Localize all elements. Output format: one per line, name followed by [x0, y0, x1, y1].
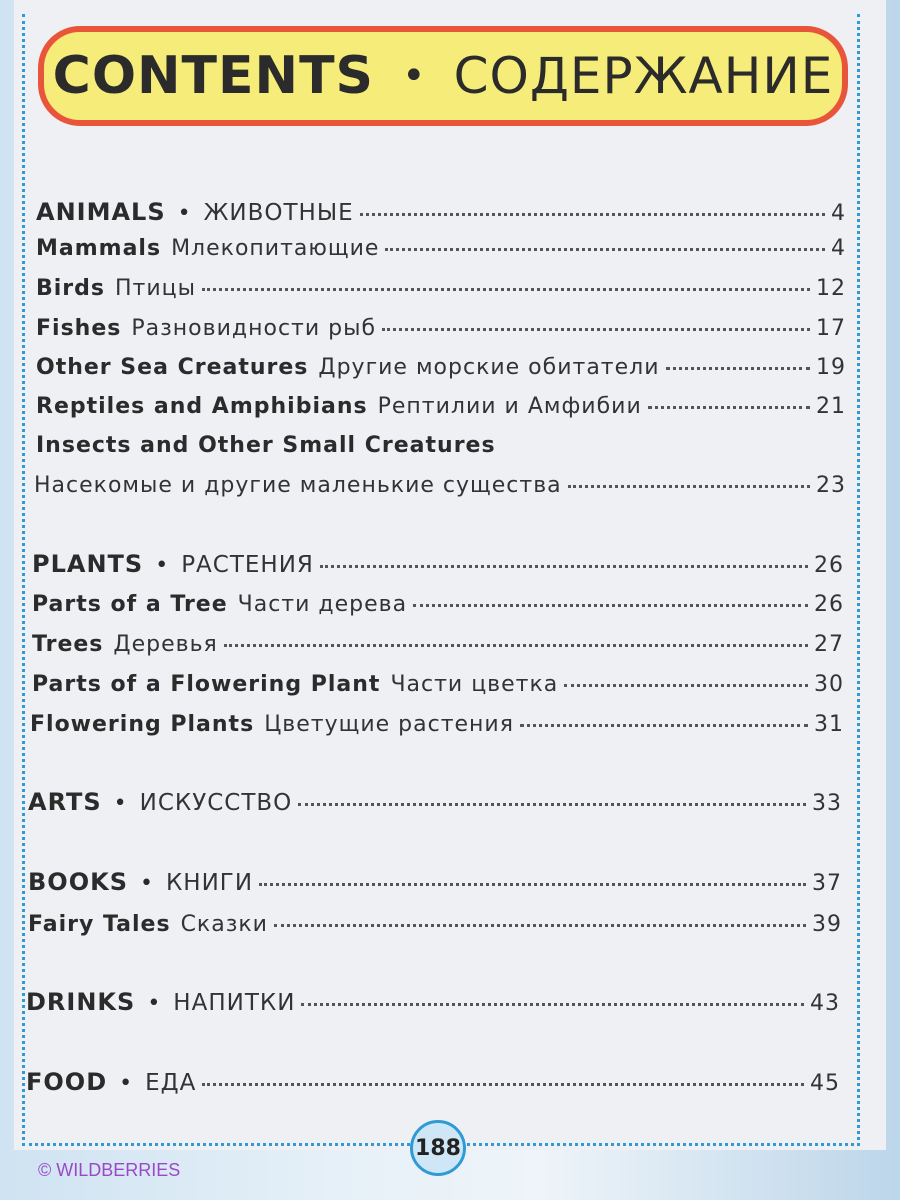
toc-page-number: 26	[814, 553, 844, 578]
toc-title-ru: Разновидности рыб	[131, 316, 377, 341]
toc-title-en: Insects and Other Small Creatures	[36, 433, 496, 458]
dot-leader	[382, 328, 810, 331]
toc-page-number: 43	[810, 991, 840, 1016]
dot-leader	[360, 213, 825, 216]
toc-title-en: DRINKS	[26, 988, 136, 1016]
toc-page-number: 27	[814, 632, 844, 657]
toc-page-number: 37	[812, 871, 842, 896]
toc-section-row	[36, 198, 846, 226]
toc-page-number: 19	[816, 355, 846, 380]
toc-entry-row	[36, 433, 846, 458]
toc-entry-row	[30, 712, 844, 737]
banner-title-ru: СОДЕРЖАНИЕ	[453, 47, 834, 105]
toc-entry-row	[36, 276, 846, 301]
toc-section-row	[26, 1068, 840, 1096]
toc-title-ru: Насекомые и другие маленькие существа	[34, 473, 562, 498]
toc-section-row	[32, 550, 844, 578]
banner-title-en: CONTENTS	[52, 46, 374, 106]
toc-title-en: Trees	[32, 632, 104, 657]
toc-title-en: Parts of a Tree	[32, 592, 228, 617]
dot-leader	[520, 724, 808, 727]
dot-leader	[648, 406, 810, 409]
toc-title-ru: Цветущие растения	[264, 712, 514, 737]
dot-leader	[224, 644, 808, 647]
toc-entry-row	[36, 355, 846, 380]
toc-page-number: 31	[814, 712, 844, 737]
dot-leader	[301, 1003, 804, 1006]
toc-title-ru: ИСКУССТВО	[139, 790, 293, 816]
toc-page-number: 12	[816, 276, 846, 301]
dot-leader	[413, 604, 808, 607]
dot-leader	[568, 485, 810, 488]
toc-title-en: Birds	[36, 276, 106, 301]
toc-title-ru: РАСТЕНИЯ	[181, 552, 314, 578]
toc-title-en: PLANTS	[32, 550, 144, 578]
toc-title-ru: Деревья	[113, 632, 218, 657]
toc-page-number: 30	[814, 672, 844, 697]
toc-title-en: Other Sea Creatures	[36, 355, 309, 380]
dot-leader	[385, 248, 825, 251]
toc-bullet: •	[113, 791, 128, 816]
dot-leader	[564, 684, 808, 687]
dot-leader	[666, 367, 810, 370]
toc-bullet: •	[177, 201, 192, 226]
toc-title-ru: ЖИВОТНЫЕ	[203, 200, 354, 226]
toc-title-en: Reptiles and Amphibians	[36, 394, 368, 419]
toc-page-number: 17	[816, 316, 846, 341]
toc-bullet: •	[147, 991, 162, 1016]
toc-page-number: 39	[812, 912, 842, 937]
dot-leader	[274, 924, 806, 927]
toc-entry-row	[36, 394, 846, 419]
toc-bullet: •	[139, 871, 154, 896]
watermark: © WILDBERRIES	[38, 1160, 181, 1180]
toc-entry-row	[28, 912, 842, 937]
toc-title-en: Flowering Plants	[30, 712, 255, 737]
toc-title-ru: Другие морские обитатели	[318, 355, 660, 380]
toc-section-row	[28, 868, 842, 896]
toc-title-ru: ЕДА	[145, 1070, 197, 1096]
toc-title-en: ANIMALS	[36, 198, 166, 226]
toc-entry-row	[36, 236, 846, 261]
toc-bullet: •	[119, 1071, 134, 1096]
toc-title-en: ARTS	[28, 788, 102, 816]
toc-title-ru: КНИГИ	[165, 870, 254, 896]
dot-leader	[298, 803, 806, 806]
toc-title-en: FOOD	[26, 1068, 108, 1096]
toc-entry-row	[32, 672, 844, 697]
banner-bullet: •	[402, 53, 426, 99]
toc-title-ru: Млекопитающие	[171, 236, 380, 261]
toc-bullet: •	[155, 553, 170, 578]
toc-title-ru: Части дерева	[237, 592, 408, 617]
toc-title-ru: Сказки	[180, 912, 268, 937]
toc-page-number: 26	[814, 592, 844, 617]
dot-leader	[259, 883, 806, 886]
toc-section-row	[26, 988, 840, 1016]
toc-entry-row	[32, 632, 844, 657]
toc-entry-row	[34, 473, 846, 498]
toc-page-number: 33	[812, 791, 842, 816]
toc-page-number: 45	[810, 1071, 840, 1096]
toc-section-row	[28, 788, 842, 816]
toc-page-number: 21	[816, 394, 846, 419]
toc-page-number: 23	[816, 473, 846, 498]
toc-title-en: Fishes	[36, 316, 122, 341]
toc-title-ru: НАПИТКИ	[173, 990, 296, 1016]
toc-entry-row	[36, 316, 846, 341]
toc-title-en: BOOKS	[28, 868, 128, 896]
toc-title-en: Fairy Tales	[28, 912, 171, 937]
dot-leader	[202, 288, 810, 291]
dot-leader	[320, 565, 808, 568]
toc-page-number: 4	[831, 236, 846, 261]
page-number: 188	[410, 1120, 466, 1176]
toc-title-en: Parts of a Flowering Plant	[32, 672, 381, 697]
toc-title-ru: Рептилии и Амфибии	[377, 394, 642, 419]
toc-entry-row	[32, 592, 844, 617]
dot-leader	[202, 1083, 804, 1086]
toc-page-number: 4	[831, 201, 846, 226]
toc-title-ru: Птицы	[115, 276, 197, 301]
toc-title-ru: Части цветка	[390, 672, 559, 697]
toc-title-en: Mammals	[36, 236, 162, 261]
